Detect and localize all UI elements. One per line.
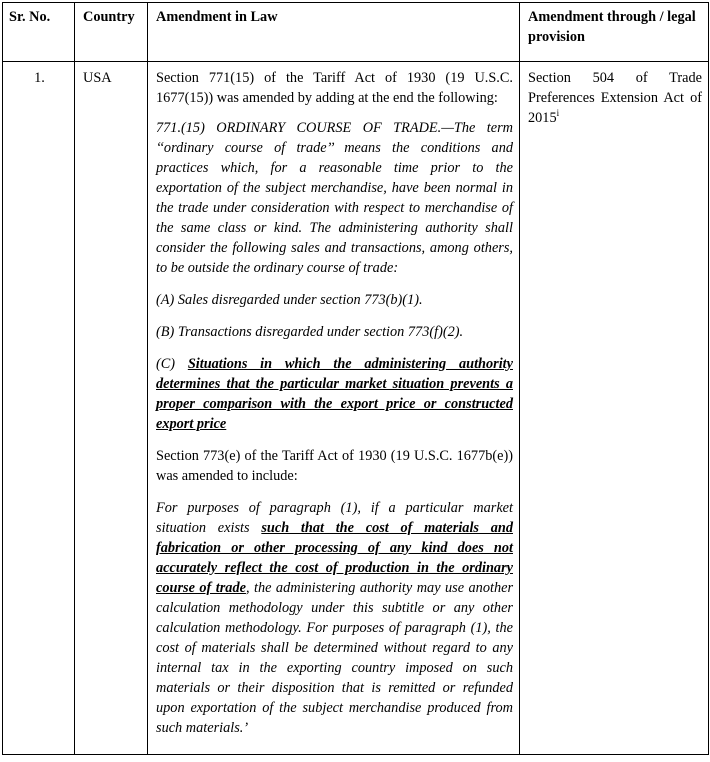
provision-label: Section 504 of Trade Preferences Extension Act of 2015 [528,70,702,126]
cell-provision [520,62,709,755]
header-row [3,3,709,62]
table-row [3,62,709,755]
header-amendment: Amendment in Law [148,3,520,62]
cell-amendment [148,62,520,755]
item-c-prefix: (C) [156,356,188,372]
purposes-emphasis: such that the cost of materials and fabrication or other processing of any kind does not accurately reflect the cost of production in the ordinary course of trade [156,520,513,596]
purposes-prefix: For purposes of paragraph (1), if a particular market situation exists [156,500,513,536]
item-c [156,354,513,434]
header-provision: Amendment through / legal provision [520,3,709,62]
cell-country: USA [75,62,148,755]
item-a: (A) Sales disregarded under section 773(b)(1). [156,292,423,308]
header-country: Country [75,3,148,62]
amendment-intro: Section 771(15) of the Tariff Act of 1930 (19 U.S.C. 1677(15)) was amended by adding at the end the following: [156,70,513,106]
cell-sr-no: 1. [3,62,75,755]
purposes-paragraph [156,498,513,738]
footnote-marker[interactable]: i [556,108,560,118]
header-sr-no: Sr. No. [3,3,75,62]
purposes-suffix: , the administering authority may use another calculation methodology under this subtitle or any other calculation methodology. For purposes of paragraph (1), the cost of materials shall be determined without regard to any internal tax in the exporting country imposed on such materials or their disposition that is remitted or refunded upon exportation of the subject merchandise produced from such materials.’ [156,580,514,736]
item-c-emphasis: Situations in which the administering authority determines that the particular market situation prevents a proper comparison with the export price or constructed export price [156,356,513,432]
provision-text [528,68,702,128]
amendments-table [2,2,709,755]
ordinary-course-definition: 771.(15) ORDINARY COURSE OF TRADE.—The term ‘‘ordinary course of trade’’ means the conditions and practices which, for a reasonable time prior to the exportation of the subject merchandise, have been normal in the trade under consideration with respect to merchandise of the same class or kind. The administering authority shall consider the following sales and transactions, among others, to be outside the ordinary course of trade: [156,120,513,276]
item-b: (B) Transactions disregarded under section 773(f)(2). [156,324,464,340]
second-amendment-intro: Section 773(e) of the Tariff Act of 1930 (19 U.S.C. 1677b(e)) was amended to include: [156,448,513,484]
